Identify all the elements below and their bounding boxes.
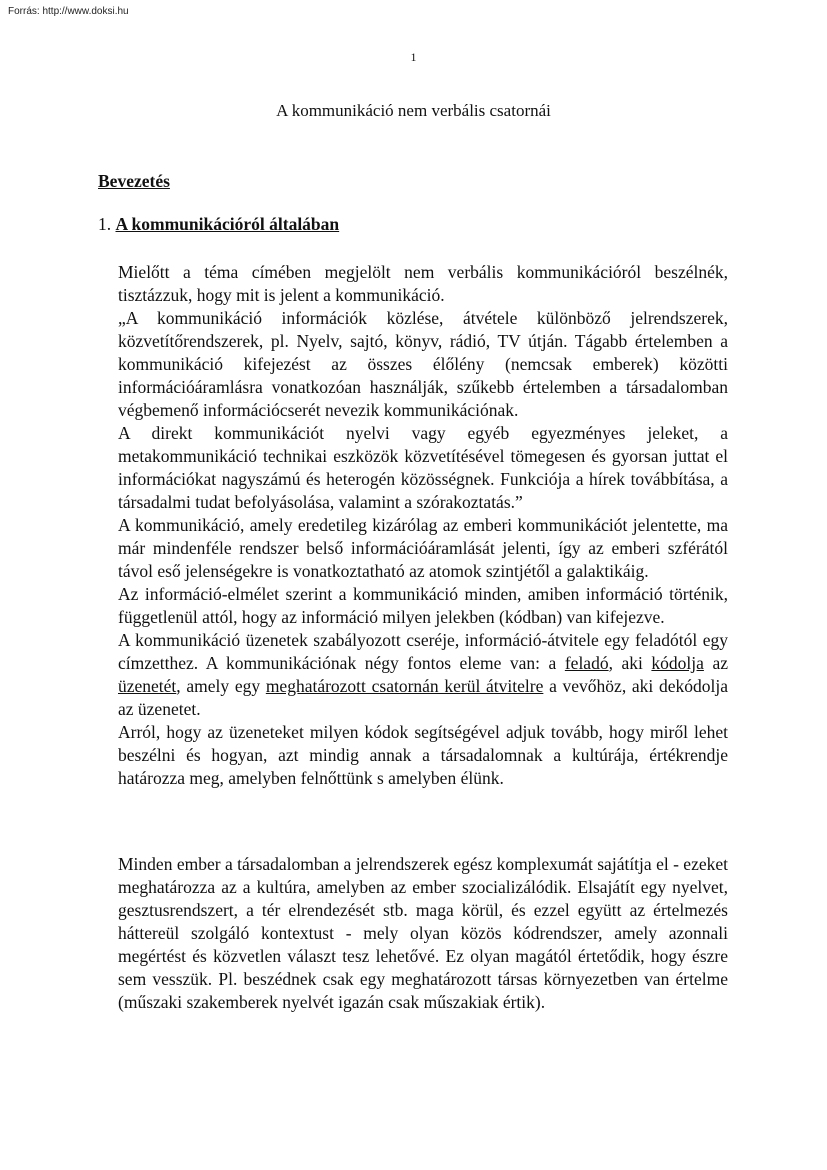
text-run: , amely egy — [176, 676, 266, 696]
text-run: az — [703, 653, 728, 673]
paragraph: A kommunikáció, amely eredetileg kizárólag az emberi kommunikációt jelentette, ma már mindenféle rendszer belső információáramlását jelenti, így az emberi szférától távol eső jelenségekre is vonatkoztatható az atomok szintjétől a galaktikáig. — [118, 515, 728, 581]
page-number: 1 — [410, 50, 417, 64]
body-text-block — [118, 853, 728, 1014]
underlined-term: feladó — [564, 653, 609, 673]
paragraph: A direkt kommunikációt nyelvi vagy egyéb egyezményes jeleket, a metakommunikáció technikai eszközök közvetítésével tömegesen és gyorsan juttat el információkat nagyszámú és heterogén közösségnek. Funkciója a hírek továbbítása, a társadalmi tudat befolyásolása, valamint a szórakoztatás.” — [118, 423, 728, 512]
underlined-term: meghatározott csatornán kerül átvitelre — [265, 676, 544, 696]
paragraph: Minden ember a társadalomban a jelrendszerek egész komplexumát sajátítja el - ezeket meghatározza az a kultúra, amelyben az ember szocializálódik. Elsajátít egy nyelvet, gesztusrendszert, a tér elrendezését stb. maga körül, és ezzel együtt az értelmezés háttereül szolgáló kontextust - mely olyan közös kódrendszer, amely azonnali megértést és közvetlen választ tesz lehetővé. Ez olyan magától értetődik, hogy észre sem vesszük. Pl. beszédnek csak egy meghatározott társas környezetben van értelme (műszaki szakemberek nyelvét igazán csak műszakiak értik). — [118, 854, 728, 1012]
text-run: A kommunikáció üzenetek szabályozott cseréje, információ-átvitele egy feladótól egy címzetthez. A kommunikációnak négy fontos eleme van: a — [118, 630, 728, 673]
document-title: A kommunikáció nem verbális csatornái — [276, 101, 551, 120]
paragraph: Az információ-elmélet szerint a kommunikáció minden, amiben információ történik, függetlenül attól, hogy az információ milyen jelekben (kódban) van kifejezve. — [118, 584, 728, 627]
underlined-term: kódolja — [651, 653, 704, 673]
underlined-term: üzenetét — [118, 676, 177, 696]
paragraph — [118, 629, 728, 721]
subsection-heading — [98, 214, 339, 235]
body-text-block — [118, 261, 728, 790]
paragraph: Arról, hogy az üzeneteket milyen kódok segítségével adjuk tovább, hogy miről lehet beszélni és hogyan, azt mindig annak a társadalomnak a kultúrája, értékrendje határozza meg, amelyben felnőttünk s amelyben élünk. — [118, 722, 728, 788]
section-heading: Bevezetés — [98, 171, 170, 191]
paragraph: „A kommunikáció információk közlése, átvétele különböző jelrendszerek, közvetítőrendszerek, pl. Nyelv, sajtó, könyv, rádió, TV útján. Tágabb értelemben a kommunikáció kifejezést az összes élőlény (nemcsak emberek) közötti információáramlásra vonatkozóan használják, szűkebb értelemben a társadalomban végbemenő információcserét nevezik kommunikációnak. — [118, 308, 728, 420]
text-run: , aki — [608, 653, 652, 673]
source-link[interactable]: Forrás: http://www.doksi.hu — [8, 6, 129, 17]
subsection-number: 1. — [98, 214, 112, 234]
subsection-title: A kommunikációról általában — [115, 214, 340, 234]
text-run: a vevőhöz, aki dekódolja az üzenetet. — [118, 676, 728, 719]
paragraph: Mielőtt a téma címében megjelölt nem verbális kommunikációról beszélnék, tisztázzuk, hogy mit is jelent a kommunikáció. — [118, 262, 728, 305]
